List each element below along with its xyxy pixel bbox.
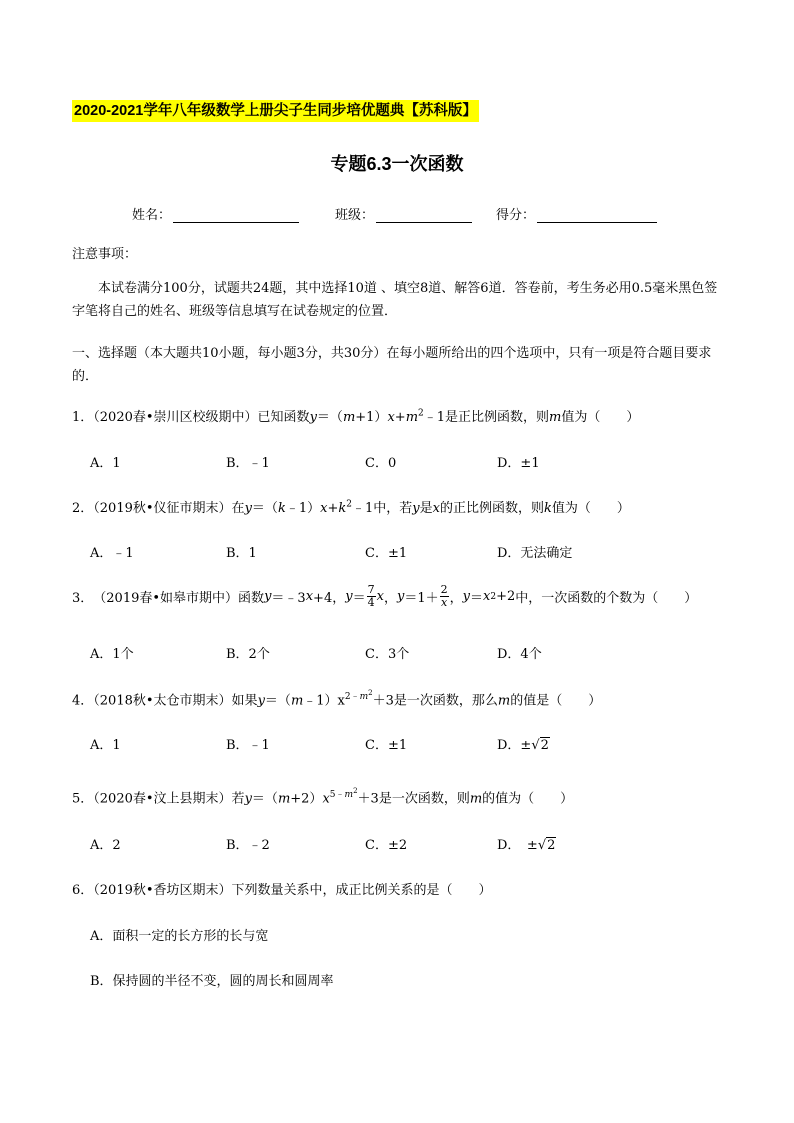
q2-option-d[interactable]: D．无法确定 (497, 546, 573, 561)
q2-option-b[interactable]: B．1 (226, 546, 257, 561)
fraction-7-4: $\frac{7}{4}$ (367, 583, 375, 609)
class-label: 班级： (335, 208, 375, 223)
score-field[interactable] (496, 204, 657, 223)
q5-option-d[interactable]: D． ±√2 (497, 838, 556, 853)
q3-option-d[interactable]: D．4个 (497, 647, 542, 662)
q3-option-a[interactable]: A．1个 (90, 647, 134, 662)
q1-option-c[interactable]: C．0 (365, 456, 397, 471)
q5-option-c[interactable]: C．±2 (365, 838, 408, 853)
question-1: 1．（2020春•崇川区校级期中）已知函数$y=(m+1)x+m^2﹣1$是正比例函数，则m值为（ ） (72, 408, 640, 425)
q3-option-b[interactable]: B．2个 (226, 647, 270, 662)
page-title: 专题6.3一次函数 (330, 154, 464, 174)
q1-option-b[interactable]: B．﹣1 (226, 456, 270, 471)
notice-heading: 注意事项： (72, 247, 138, 262)
q6-option-a[interactable]: A．面积一定的长方形的长与宽 (90, 929, 269, 944)
sqrt-2: √2 (531, 738, 549, 753)
q1-option-a[interactable]: A．1 (90, 456, 121, 471)
q5-option-b[interactable]: B．﹣2 (226, 838, 270, 853)
q6-option-b[interactable]: B．保持圆的半径不变，圆的周长和圆周率 (90, 974, 334, 989)
class-field[interactable] (335, 204, 472, 223)
question-3: 3． （2019春•如皋市期中） 函数 y ＝﹣3 x +4， y ＝ $\frac{7}{4}$ x ， y ＝1＋ $\frac{2}{x}$ ， y ＝ x 2 +2 中，一次函数的个数为（ ） (72, 583, 698, 609)
question-4: 4．（2018秋•太仓市期末）如果$y=(m﹣1)x^{2﹣m^2}+3$是一次函数，那么m的值是（ ） (72, 689, 602, 709)
name-blank[interactable] (173, 208, 299, 223)
question-2: 2．（2019秋•仪征市期末）在$y=(k﹣1)x+k^2﹣1$中，若y是x的正比例函数，则k值为（ ） (72, 499, 630, 516)
notice-body: 本试卷满分100分，试题共24题，其中选择10道 、填空8道、解答6道．答卷前，考生务必用0.5毫米黑色签字笔将自己的姓名、班级等信息填写在试卷规定的位置． (72, 281, 718, 319)
fraction-2-x: $\frac{2}{x}$ (440, 583, 448, 609)
sqrt-2: √2 (537, 838, 556, 853)
q1-option-d[interactable]: D．±1 (497, 456, 540, 471)
q3-option-c[interactable]: C．3个 (365, 647, 410, 662)
q4-option-b[interactable]: B．﹣1 (226, 738, 270, 753)
q4-option-d[interactable]: D．±√2 (497, 738, 549, 753)
header-banner: 2020-2021学年八年级数学上册尖子生同步培优题典【苏科版】 (72, 100, 479, 122)
name-field[interactable] (132, 204, 299, 223)
q4-option-c[interactable]: C．±1 (365, 738, 408, 753)
score-label: 得分： (496, 208, 536, 223)
q2-option-c[interactable]: C．±1 (365, 546, 408, 561)
score-blank[interactable] (537, 208, 657, 223)
class-blank[interactable] (376, 208, 472, 223)
question-5: 5．（2020春•汶上县期末）若$y=(m+2)x^{5﹣m^2}+3$是一次函数，则m的值为（ ） (72, 787, 574, 807)
section-heading: 一、选择题（本大题共10小题，每小题3分，共30分）在每小题所给出的四个选项中，只有一项是符合题目要求的． (72, 346, 712, 384)
question-6: 6．（2019秋•香坊区期末）下列数量关系中，成正比例关系的是（ ） (72, 883, 492, 898)
name-label: 姓名： (132, 208, 172, 223)
q4-option-a[interactable]: A．1 (90, 738, 121, 753)
q2-option-a[interactable]: A．﹣1 (90, 546, 134, 561)
q5-option-a[interactable]: A．2 (90, 838, 121, 853)
